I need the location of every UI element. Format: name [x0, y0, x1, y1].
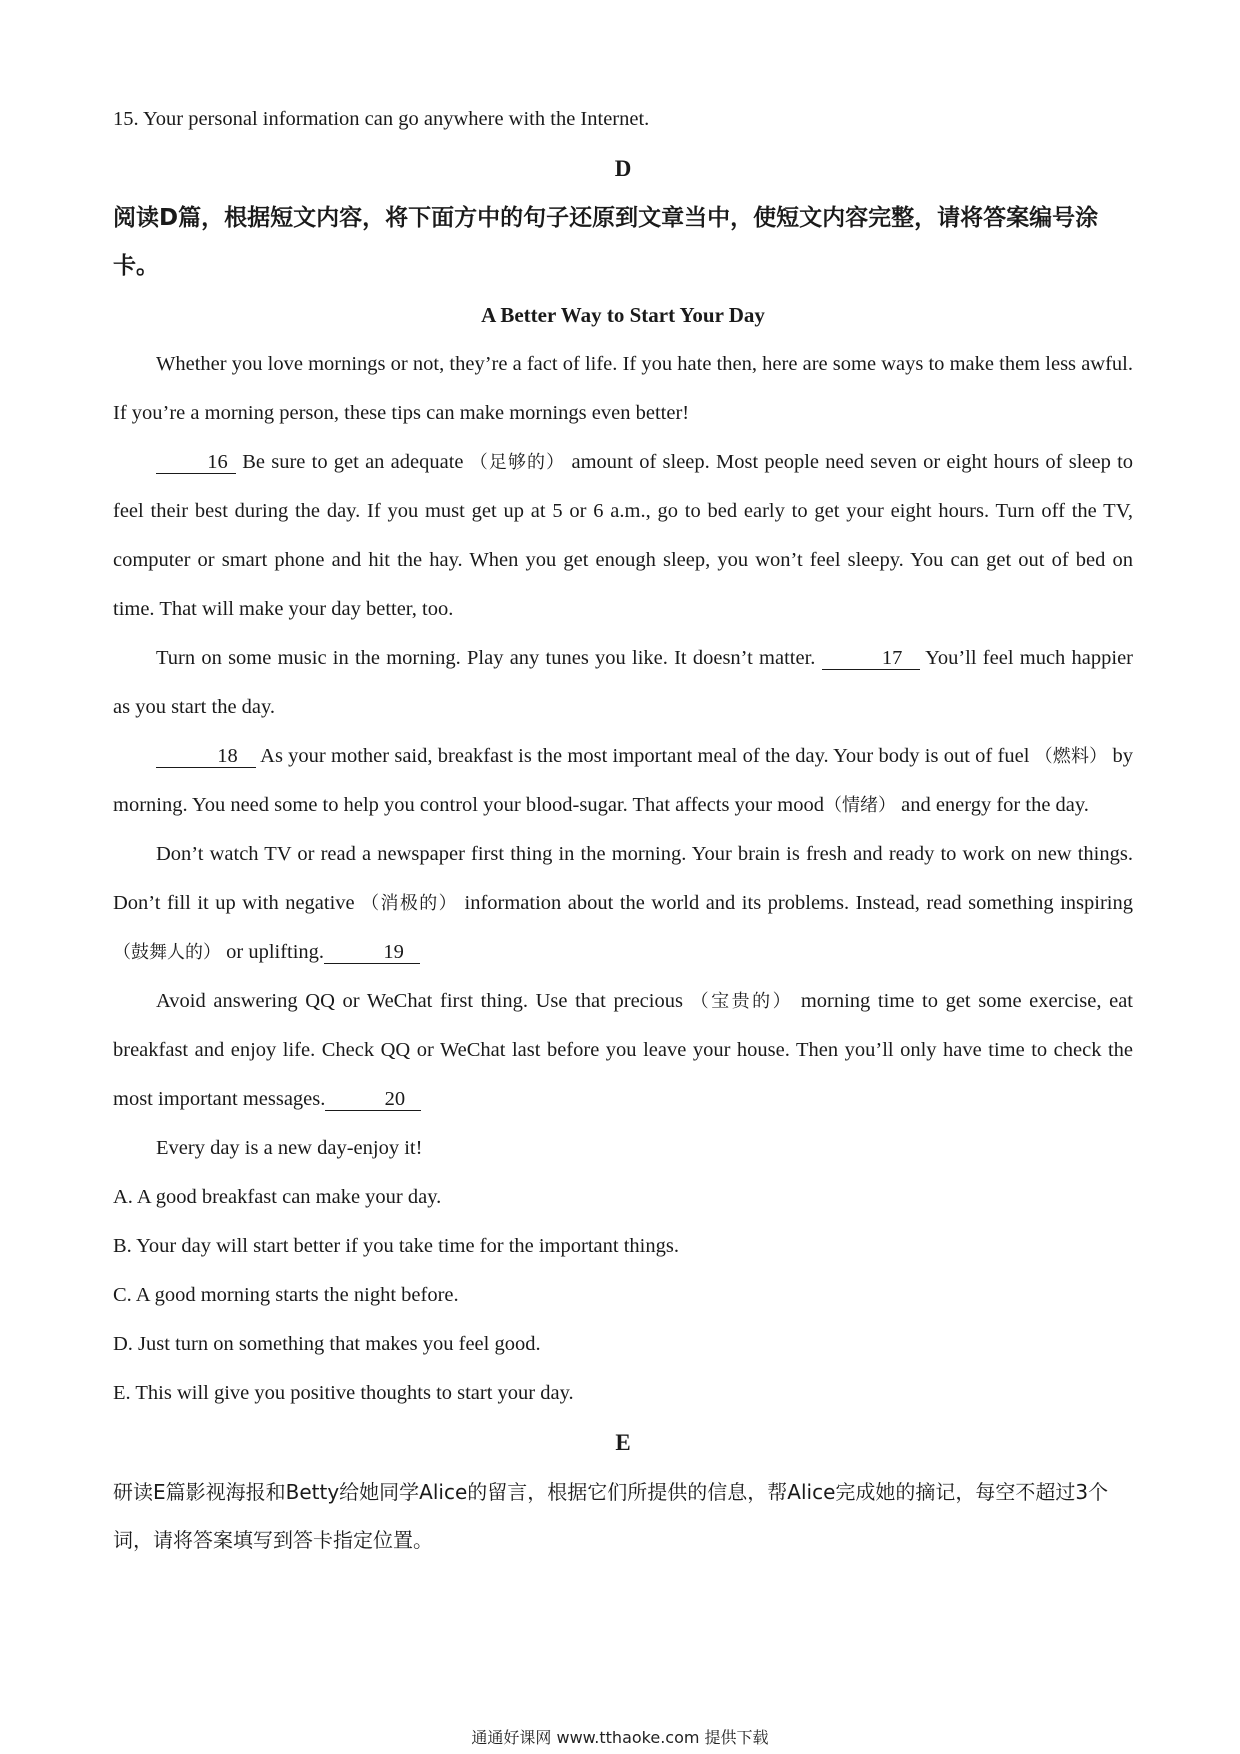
paragraph-4-text-a: As your mother said, breakfast is the most important meal of the day. Your body is out of fuel: [256, 745, 1035, 767]
gloss-inspiring: （鼓舞人的）: [113, 942, 221, 963]
paragraph-3-text-a: Turn on some music in the morning. Play any tunes you like. It doesn’t matter.: [156, 647, 822, 669]
paragraph-5-text-a: Don’t watch TV or read a newspaper first thing in the morning. Your brain is fresh and ready to work on new things. Don’t fill it up with negative: [113, 843, 1133, 914]
answer-options: [113, 1173, 1133, 1418]
paragraph-5-text-b: information about the world and its problems. Instead, read something inspiring: [458, 892, 1133, 914]
section-d-instruction: 阅读D篇，根据短文内容，将下面方中的句子还原到文章当中，使短文内容完整，请将答案编号涂卡。: [113, 205, 1099, 279]
option-c: C. A good morning starts the night before.: [113, 1284, 459, 1306]
document-page: [113, 95, 1133, 1564]
option-d: D. Just turn on something that makes you feel good.: [113, 1333, 541, 1355]
gloss-negative: （消极的）: [361, 893, 459, 914]
blank-16: 16: [156, 451, 236, 474]
blank-17: 17: [822, 647, 920, 670]
paragraph-5: [113, 830, 1133, 977]
paragraph-3-text-b: You’ll feel much happier as you start the day.: [113, 647, 1133, 718]
paragraph-5-text-c: or uplifting.: [221, 941, 325, 963]
gloss-precious: （宝贵的）: [690, 991, 794, 1012]
paragraph-6-text-b: morning time to get some exercise, eat breakfast and enjoy life. Check QQ or WeChat last before you leave your house. Then you’ll only have time to check the most important messages.: [113, 990, 1133, 1110]
blank-20: 20: [325, 1088, 421, 1111]
option-a: A. A good breakfast can make your day.: [113, 1186, 442, 1208]
blank-19: 19: [324, 941, 420, 964]
gloss-mood: （情绪）: [823, 795, 896, 816]
paragraph-4: [113, 732, 1133, 830]
section-e-instruction: 研读E篇影视海报和Betty给她同学Alice的留言，根据它们所提供的信息，帮Alice完成她的摘记，每空不超过3个词，请将答案填写到答卡指定位置。: [113, 1480, 1109, 1552]
paragraph-3: [113, 634, 1133, 732]
paragraph-2-text-b: amount of sleep. Most people need seven or eight hours of sleep to feel their best during the day. If you must get up at 5 or 6 a.m., go to bed early to get your eight hours. Turn off the TV, computer or smart phone and hit the hay. When you get enough sleep, you won’t feel sleepy. You can get out of bed on time. That will make your day better, too.: [113, 451, 1134, 620]
paragraph-2: [113, 438, 1133, 634]
paragraph-7: Every day is a new day-enjoy it!: [156, 1137, 423, 1159]
gloss-adequate: （足够的）: [469, 452, 566, 473]
page-footer: 通通好课网 www.tthaoke.com 提供下载: [471, 1728, 769, 1747]
paragraph-6-text-a: Avoid answering QQ or WeChat first thing. Use that precious: [156, 990, 691, 1012]
gloss-fuel: （燃料）: [1034, 746, 1108, 767]
blank-18: 18: [156, 745, 256, 768]
paragraph-1: Whether you love mornings or not, they’re a fact of life. If you hate then, here are some ways to make them less awful. If you’re a morning person, these tips can make mornings even better!: [113, 353, 1133, 424]
section-d-heading: D: [614, 156, 632, 181]
option-e: E. This will give you positive thoughts to start your day.: [113, 1382, 574, 1404]
passage-title: A Better Way to Start Your Day: [481, 303, 765, 327]
option-b: B. Your day will start better if you take time for the important things.: [113, 1235, 679, 1257]
paragraph-6: [113, 977, 1133, 1124]
paragraph-2-text-a: Be sure to get an adequate: [236, 451, 470, 473]
paragraph-4-text-c: and energy for the day.: [895, 794, 1089, 816]
paragraph-4-text-b: by morning. You need some to help you control your blood-sugar. That affects your mood: [113, 745, 1133, 816]
section-e-heading: E: [615, 1430, 631, 1455]
question-15: 15. Your personal information can go anywhere with the Internet.: [113, 108, 650, 130]
